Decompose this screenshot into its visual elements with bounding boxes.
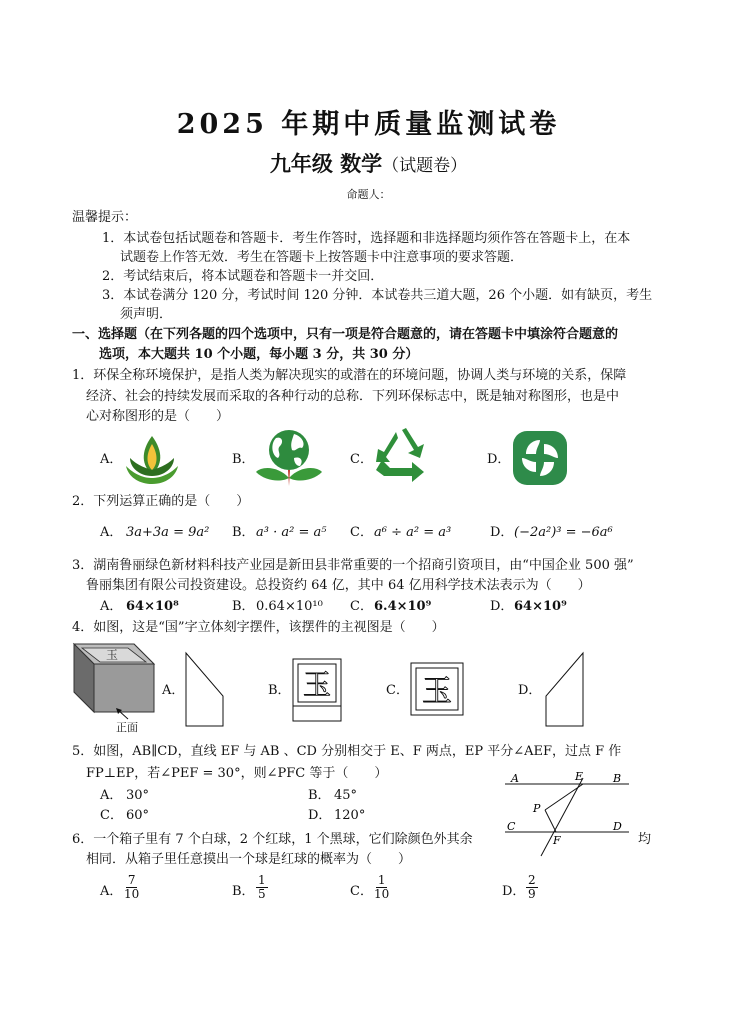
option-fraction	[256, 874, 268, 901]
numerator: 2	[528, 873, 536, 887]
question-line-tail: 均	[638, 832, 652, 847]
denominator: 10	[374, 887, 390, 901]
option-label: B．	[232, 452, 255, 467]
section-heading: 一、选择题（在下列各题的四个选项中，只有一项是符合题意的，请在答题卡中填涂符合题意的	[72, 327, 619, 342]
parallel-lines-figure	[505, 772, 635, 858]
numerator: 7	[127, 873, 136, 887]
option-label: C．	[350, 599, 373, 614]
question-line: FP⊥EP，若∠PEF = 30°，则∠PFC 等于（ ）	[86, 766, 388, 781]
option-label: A．	[100, 599, 123, 614]
question-line: 心对称图形的是（ ）	[86, 409, 230, 424]
option-expression: 64×10⁹	[514, 599, 567, 614]
subtitle	[0, 148, 737, 178]
question-line: 鲁丽集团有限公司投资建设。总投资约 64 亿，其中 64 亿用科学技术法表示为（ ）	[86, 578, 591, 593]
option-expression: (−2a²)³ = −6a⁶	[514, 525, 613, 540]
point-label-b: B	[613, 772, 622, 785]
question-stem: 4．如图，这是“国”字立体刻字摆件，该摆件的主视图是（ ）	[72, 620, 445, 635]
question-line: 3．湖南鲁丽绿色新材料科技产业园是新田县非常重要的一个招商引资项目，由“中国企业 500 强”	[72, 558, 634, 573]
tip-line: 须声明．	[120, 307, 173, 322]
earth-leaves-logo-icon	[254, 426, 324, 488]
option-label: C．	[350, 452, 373, 467]
question-stem: 2．下列运算正确的是（ ）	[72, 494, 250, 509]
front-label: 正面	[116, 721, 138, 734]
option-label: C．	[100, 808, 123, 823]
four-leaf-logo-icon	[512, 430, 568, 486]
option-expression: 0.64×10¹⁰	[256, 599, 323, 614]
option-label: A．	[100, 525, 123, 540]
option-value: 120°	[334, 808, 366, 823]
glyph: 玉	[422, 674, 452, 709]
point-label-f: F	[553, 834, 561, 847]
option-value: 45°	[334, 788, 358, 803]
tip-line: 试题卷上作答无效．考生在答题卡上按答题卡中注意事项的要求答题．	[120, 250, 524, 265]
option-expression: 64×10⁸	[126, 599, 179, 614]
option-label: B．	[232, 599, 255, 614]
leaf-flame-logo-icon	[124, 430, 180, 486]
option-label: A．	[100, 452, 123, 467]
denominator: 9	[528, 887, 536, 901]
question-line: 5．如图，AB∥CD，直线 EF 与 AB 、CD 分别相交于 E、F 两点，EP 平分∠AEF，过点 F 作	[72, 744, 622, 759]
question-line: 6．一个箱子里有 7 个白球，2 个红球，1 个黑球，它们除颜色外其余	[72, 832, 473, 847]
option-d-trapezoid	[545, 652, 585, 727]
denominator: 5	[258, 887, 266, 901]
option-expression: 6.4×10⁹	[374, 599, 432, 614]
option-expression: a³ · a² = a⁵	[256, 525, 327, 540]
option-label: A．	[162, 683, 185, 698]
option-label: D．	[490, 599, 514, 614]
option-label: B．	[232, 525, 255, 540]
denominator: 10	[124, 887, 140, 901]
option-label: D．	[490, 525, 514, 540]
option-label: D．	[518, 683, 542, 698]
tip-line: 1．本试卷包括试题卷和答题卡．考生作答时，选择题和非选择题均须作答在答题卡上，在本	[102, 231, 631, 246]
option-label: D．	[308, 808, 332, 823]
option-b-frame	[292, 658, 342, 722]
tip-line: 3．本试卷满分 120 分，考试时间 120 分钟．本试卷共三道大题，26 个小题．如有缺页，考生	[102, 288, 653, 303]
recycle-icon	[372, 428, 432, 484]
option-label: A．	[100, 788, 123, 803]
option-label: D．	[487, 452, 511, 467]
page-title: 2025 年期中质量监测试卷	[176, 109, 561, 140]
numerator: 1	[377, 873, 386, 887]
question-line: 1．环保全称环境保护，是指人类为解决现实的或潜在的环境问题，协调人类与环境的关系，保障	[72, 368, 627, 383]
option-label: B．	[232, 884, 255, 899]
numerator: 1	[258, 873, 266, 887]
point-label-p: P	[533, 802, 541, 815]
option-value: 60°	[126, 808, 150, 823]
tips-heading: 温馨提示：	[72, 210, 138, 225]
option-value: 30°	[126, 788, 150, 803]
subtitle-main: 九年级 数学	[269, 151, 383, 176]
option-fraction	[526, 874, 538, 901]
option-fraction	[124, 874, 139, 901]
option-expression: 3a+3a = 9a²	[126, 525, 210, 540]
point-label-e: E	[575, 770, 584, 783]
option-expression: a⁶ ÷ a² = a³	[374, 525, 452, 540]
tip-line: 2．考试结束后，将本试题卷和答题卡一并交回．	[102, 269, 384, 284]
glyph: 玉	[302, 668, 332, 701]
engraved-block-figure	[72, 642, 156, 714]
option-label: B．	[268, 683, 291, 698]
option-c-frame	[410, 662, 464, 716]
question-line: 相同．从箱子里任意摸出一个球是红球的概率为（ ）	[86, 852, 412, 867]
option-fraction	[374, 874, 389, 901]
engraved-glyph: 玉	[105, 648, 119, 662]
point-label-a: A	[511, 772, 519, 785]
setter-label: 命题人：	[346, 188, 391, 201]
option-label: C．	[350, 525, 373, 540]
option-a-trapezoid	[185, 652, 225, 727]
point-label-c: C	[507, 820, 516, 833]
option-label: B．	[308, 788, 331, 803]
option-label: C．	[350, 884, 373, 899]
option-label: C．	[386, 683, 409, 698]
subtitle-paren: （试题卷）	[382, 156, 468, 176]
option-label: D．	[502, 884, 526, 899]
question-line: 经济、社会的持续发展而采取的各种行动的总称．下列环保标志中，既是轴对称图形，也是中	[86, 389, 620, 404]
section-heading-cont: 选项，本大题共 10 个小题，每小题 3 分，共 30 分）	[99, 347, 419, 362]
point-label-d: D	[613, 820, 622, 833]
option-label: A．	[100, 884, 123, 899]
